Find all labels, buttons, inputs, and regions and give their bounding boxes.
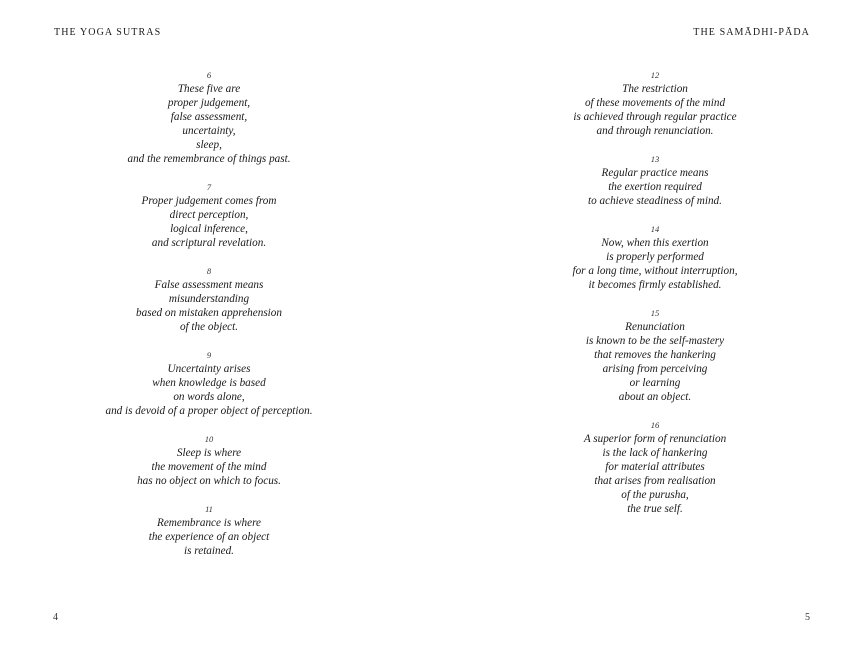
page-number-left: 4 xyxy=(53,612,58,623)
sutra-line: and the remembrance of things past. xyxy=(127,153,291,165)
sutra-number: 11 xyxy=(205,504,213,514)
sutra-9 xyxy=(49,348,369,418)
sutra-line: for material attributes xyxy=(605,461,705,473)
sutra-line: A superior form of renunciation xyxy=(583,433,727,445)
sutra-number: 10 xyxy=(204,434,214,444)
sutra-line: when knowledge is based xyxy=(152,377,266,389)
sutra-line: and through renunciation. xyxy=(596,125,714,137)
running-head-left: THE YOGA SUTRAS xyxy=(54,27,162,38)
sutra-number: 8 xyxy=(206,266,212,276)
sutra-line: misunderstanding xyxy=(168,293,250,305)
sutra-10 xyxy=(49,432,369,488)
sutra-line: Uncertainty arises xyxy=(167,363,251,375)
sutra-line: sleep, xyxy=(196,139,222,151)
sutra-line: that removes the hankering xyxy=(594,349,716,361)
sutra-line: is retained. xyxy=(184,545,234,557)
sutra-line: Renunciation xyxy=(625,321,685,333)
sutra-line: on words alone, xyxy=(173,391,245,403)
sutra-line: and is devoid of a proper object of perception. xyxy=(105,405,313,417)
sutra-12 xyxy=(495,68,815,138)
sutra-line: of the object. xyxy=(179,321,239,333)
sutra-line: Regular practice means xyxy=(601,167,709,179)
sutra-16 xyxy=(495,418,815,516)
sutra-line: based on mistaken apprehension xyxy=(136,307,282,319)
sutra-line: has no object on which to focus. xyxy=(137,475,281,487)
sutra-line: is known to be the self-mastery xyxy=(585,335,725,347)
sutra-number: 15 xyxy=(650,308,660,318)
sutra-line: or learning xyxy=(629,377,681,389)
sutra-number: 6 xyxy=(206,70,212,80)
sutra-line: for a long time, without interruption, xyxy=(572,265,738,277)
sutra-15 xyxy=(495,306,815,404)
sutra-8 xyxy=(49,264,369,334)
sutra-line: logical inference, xyxy=(170,223,248,235)
sutra-line: of these movements of the mind xyxy=(584,97,726,109)
sutra-line: Proper judgement comes from xyxy=(141,195,277,207)
sutra-line: to achieve steadiness of mind. xyxy=(588,195,722,207)
sutra-6 xyxy=(49,68,369,166)
sutra-7 xyxy=(49,180,369,250)
sutra-11 xyxy=(49,502,369,558)
page-number-right: 5 xyxy=(805,612,810,623)
sutra-line: about an object. xyxy=(618,391,692,403)
sutra-13 xyxy=(495,152,815,208)
sutra-14 xyxy=(495,222,815,292)
sutra-line: the exertion required xyxy=(608,181,702,193)
sutra-line: false assessment, xyxy=(170,111,248,123)
sutra-line: Sleep is where xyxy=(176,447,242,459)
sutra-number: 16 xyxy=(650,420,660,430)
sutra-line: of the purusha, xyxy=(621,489,689,501)
sutra-line: These five are xyxy=(177,83,241,95)
sutra-line: uncertainty, xyxy=(182,125,236,137)
sutra-number: 9 xyxy=(206,350,212,360)
sutra-line: direct perception, xyxy=(169,209,249,221)
sutra-line: is achieved through regular practice xyxy=(573,111,737,123)
sutra-number: 7 xyxy=(206,182,212,192)
sutra-number: 12 xyxy=(650,70,660,80)
sutra-line: The restriction xyxy=(622,83,688,95)
sutra-line: the movement of the mind xyxy=(151,461,267,473)
sutra-line: it becomes firmly established. xyxy=(588,279,722,291)
sutra-line: Remembrance is where xyxy=(157,517,261,529)
sutra-line: arising from perceiving xyxy=(602,363,708,375)
sutra-line: is properly performed xyxy=(606,251,704,263)
sutra-line: proper judgement, xyxy=(167,97,251,109)
running-head-right: THE SAMĀDHI-PĀDA xyxy=(693,27,810,38)
sutra-column-left xyxy=(49,68,369,572)
right-page xyxy=(432,0,864,648)
sutra-line: that arises from realisation xyxy=(594,475,716,487)
sutra-line: the experience of an object xyxy=(148,531,270,543)
sutra-line: Now, when this exertion xyxy=(601,237,709,249)
sutra-number: 14 xyxy=(650,224,660,234)
sutra-line: and scriptural revelation. xyxy=(151,237,267,249)
sutra-line: False assessment means xyxy=(154,279,264,291)
sutra-number: 13 xyxy=(650,154,660,164)
sutra-line: is the lack of hankering xyxy=(602,447,708,459)
sutra-column-right xyxy=(495,68,815,530)
sutra-line: the true self. xyxy=(627,503,683,515)
